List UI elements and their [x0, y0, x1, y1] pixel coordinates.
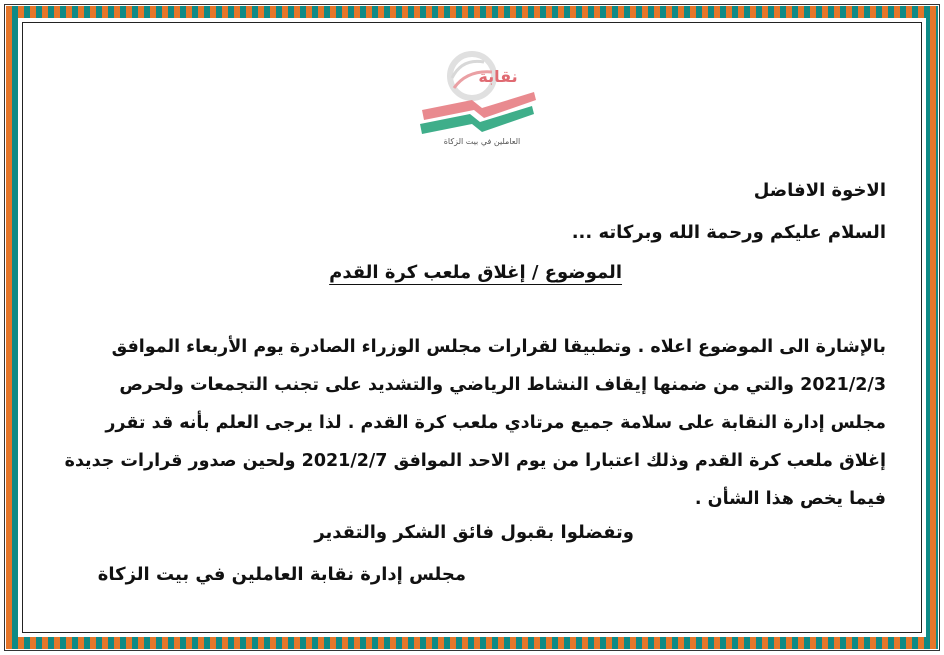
body-line: 2021/2/3 والتي من ضمنها إيقاف النشاط الرياضي والتشديد على تجنب التجمعات ولحرص	[119, 375, 886, 395]
body-paragraph	[60, 328, 886, 518]
salutation: السلام عليكم ورحمة الله وبركاته ...	[571, 222, 886, 243]
logo-subtitle: العاملين في بيت الزكاة	[443, 137, 521, 146]
logo-name: نقابة	[478, 67, 518, 86]
body-line: إغلاق ملعب كرة القدم وذلك اعتبارا من يوم الاحد الموافق 2021/2/7 ولحين صدور قرارات جديدة	[64, 451, 886, 471]
body-line: مجلس إدارة النقابة على سلامة جميع مرتادي ملعب كرة القدم . لذا يرجى العلم بأنه قد تقرر	[105, 413, 886, 433]
subject-line: الموضوع / إغلاق ملعب كرة القدم	[329, 262, 622, 283]
signature: مجلس إدارة نقابة العاملين في بيت الزكاة	[97, 564, 466, 585]
body-line: بالإشارة الى الموضوع اعلاه . وتطبيقا لقرارات مجلس الوزراء الصادرة يوم الأربعاء الموافق	[111, 337, 886, 357]
greeting: الاخوة الافاضل	[753, 180, 886, 201]
closing-line: وتفضلوا بقبول فائق الشكر والتقدير	[314, 522, 634, 543]
body-line: فيما يخص هذا الشأن .	[694, 489, 886, 509]
union-logo	[412, 48, 542, 148]
